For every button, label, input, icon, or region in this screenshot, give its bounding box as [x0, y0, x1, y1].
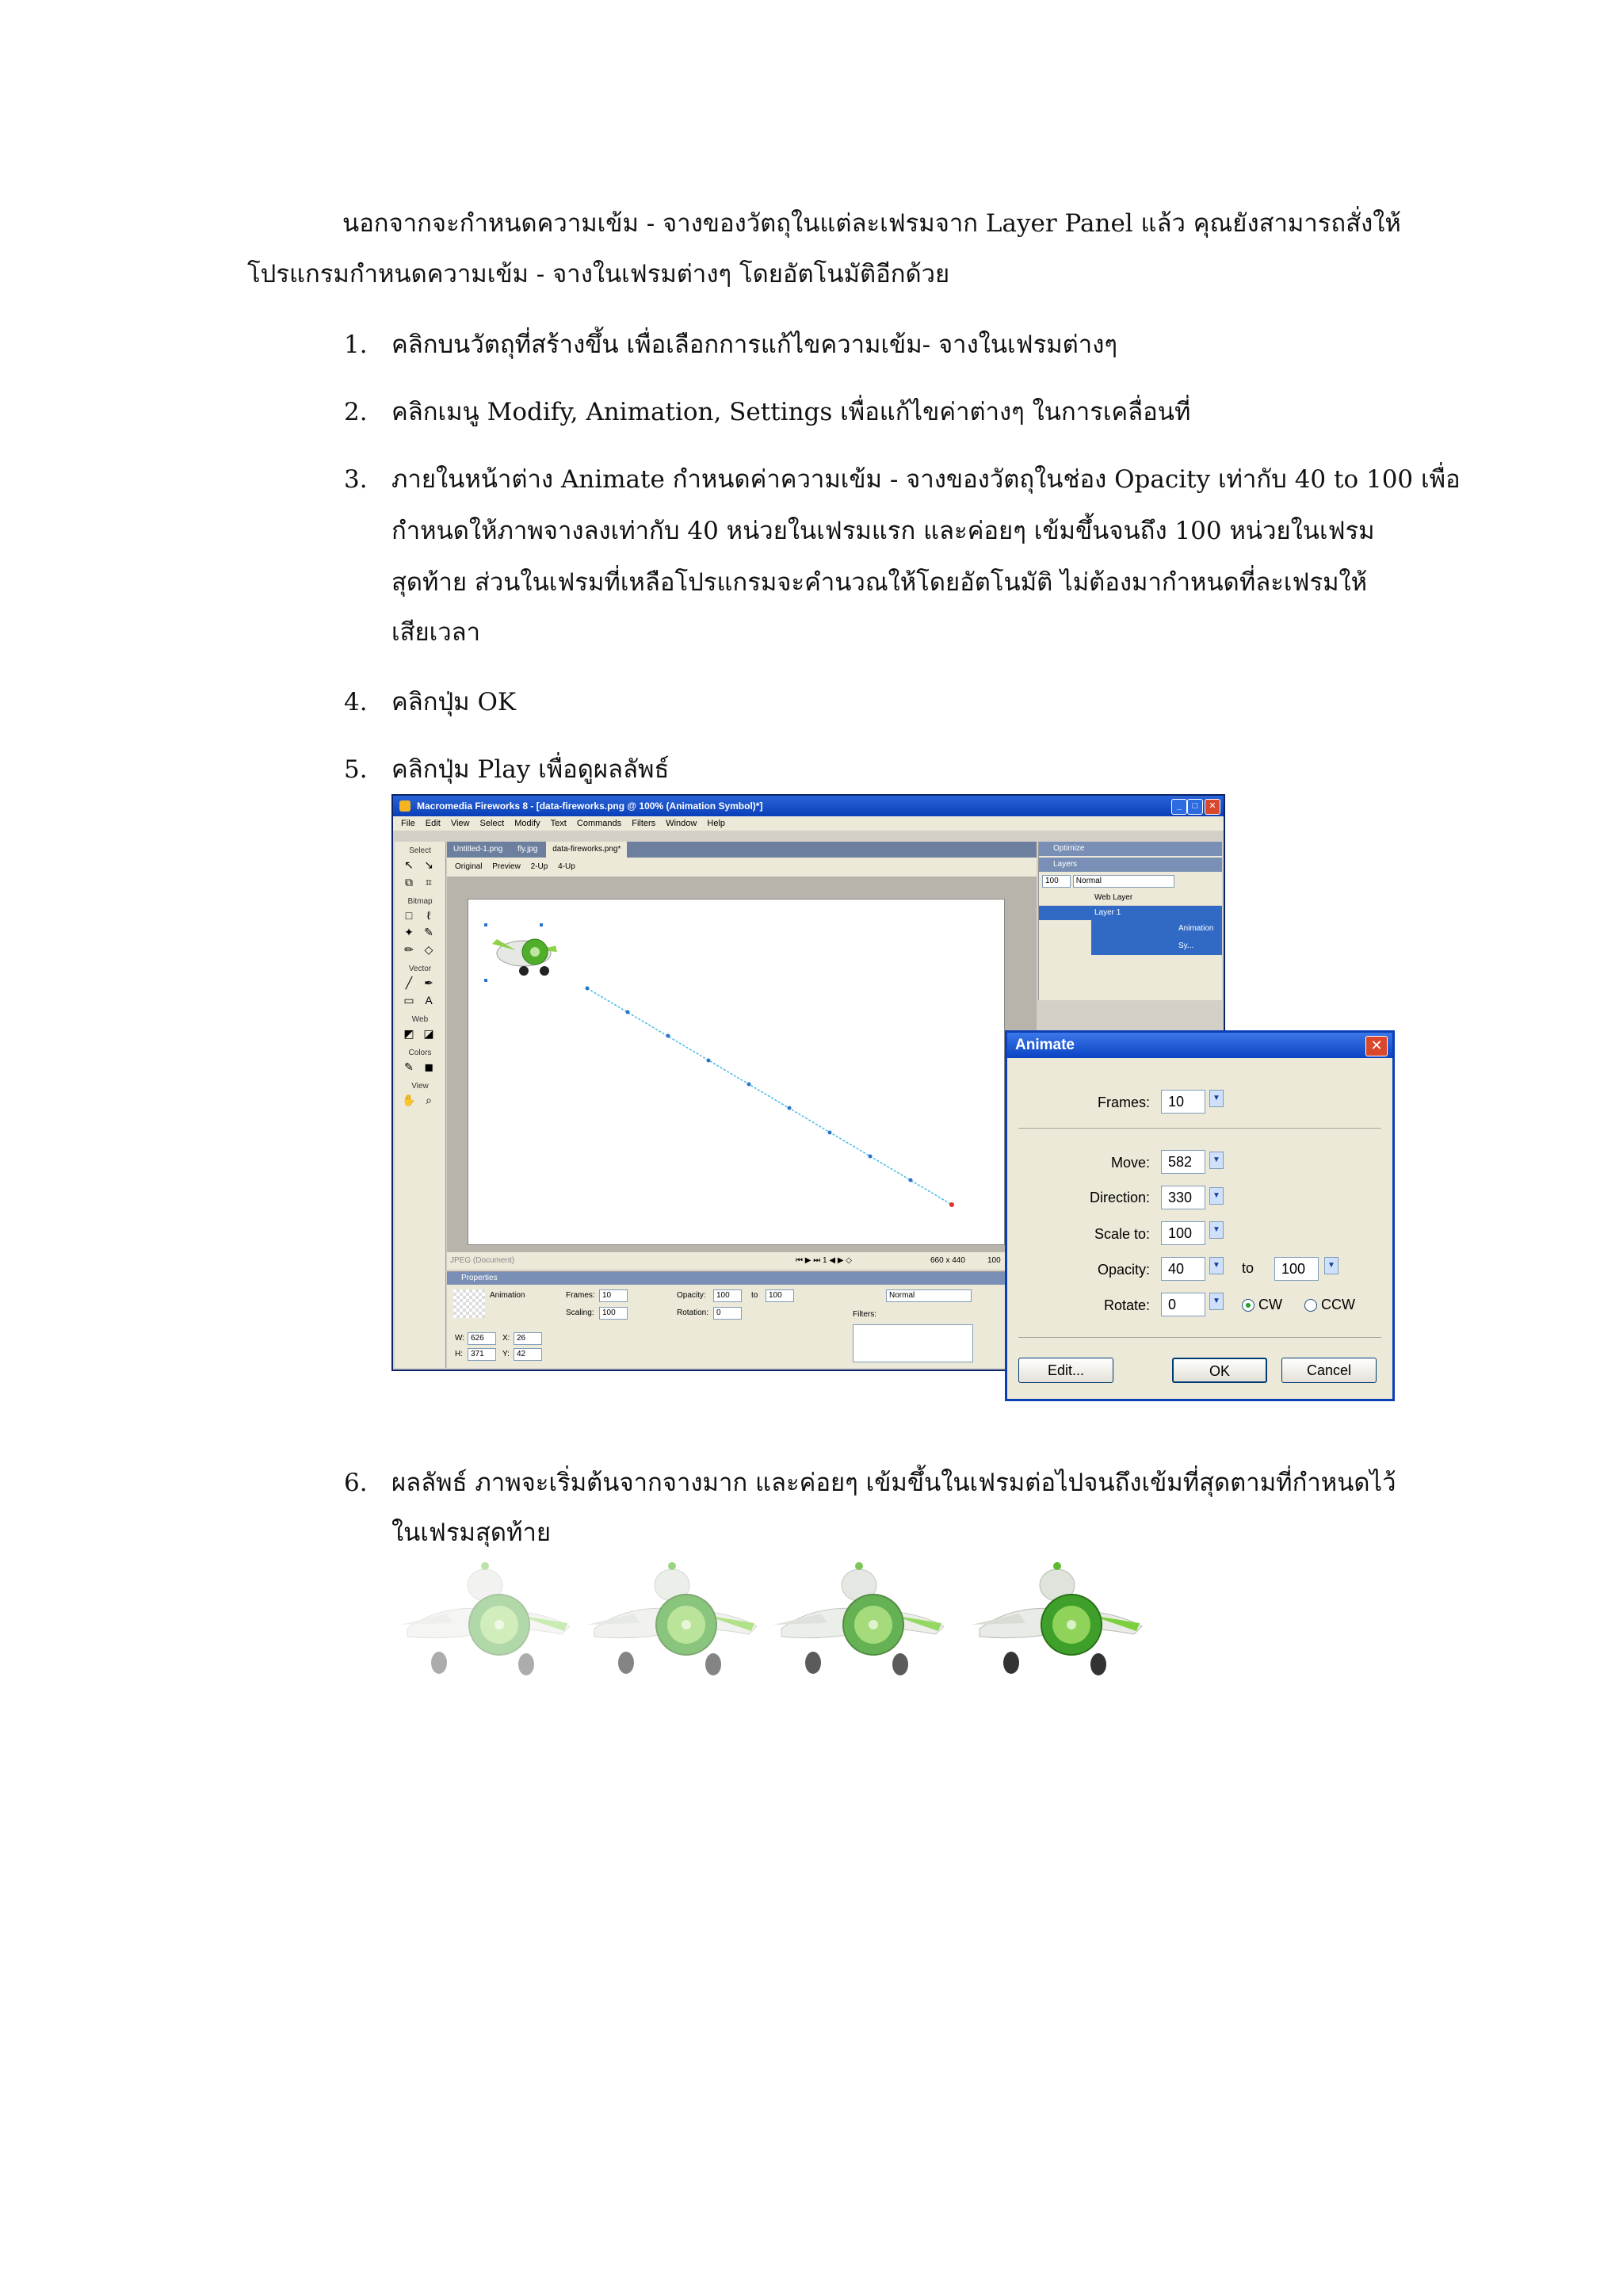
playback-controls[interactable]: ⏮ ▶ ⏭ 1 ◀ ▶ ◇: [796, 1256, 852, 1265]
layers-panel: [1038, 842, 1222, 1000]
properties-blend-select[interactable]: Normal: [886, 1289, 972, 1302]
preview-view-button[interactable]: Preview: [492, 862, 521, 871]
opacity-label: Opacity:: [1097, 1262, 1150, 1278]
h-field[interactable]: 371: [468, 1348, 496, 1361]
dialog-close-icon[interactable]: ✕: [1365, 1036, 1388, 1056]
step-3-line-4: เสียเวลา: [391, 618, 481, 647]
direction-field[interactable]: 330: [1161, 1186, 1205, 1209]
dialog-divider-top: [1018, 1128, 1381, 1129]
rectangle-tool-icon[interactable]: ▭: [403, 994, 414, 1007]
magic-wand-icon[interactable]: ✦: [404, 926, 414, 938]
properties-rotation-label: Rotation:: [677, 1308, 709, 1317]
tools-section-colors: Colors: [408, 1049, 432, 1057]
animation-path-graphic: [468, 900, 1004, 1244]
step-5-text: คลิกปุ่ม Play เพื่อดูผลลัพธ์: [391, 755, 670, 784]
layers-panel-header[interactable]: Layers: [1039, 858, 1222, 872]
step-3-line-2: กำหนดให้ภาพจางลงเท่ากับ 40 หน่วยในเฟรมแรก และค่อยๆ เข้มขึ้นจนถึง 100 หน่วยในเฟรม: [391, 517, 1375, 545]
rotate-dropdown-icon[interactable]: ▼: [1209, 1293, 1224, 1310]
app-title: Macromedia Fireworks 8 - [data-fireworks.png @ 100% (Animation Symbol)*]: [417, 800, 763, 812]
menu-bar: [393, 816, 1224, 831]
brush-tool-icon[interactable]: ✎: [424, 926, 433, 938]
fill-color-icon[interactable]: ◼: [424, 1060, 433, 1073]
step-4-text: คลิกปุ่ม OK: [391, 688, 517, 716]
pointer-tool-icon[interactable]: ↖: [404, 858, 414, 871]
properties-opacity-to[interactable]: 100: [766, 1289, 794, 1302]
move-dropdown-icon[interactable]: ▼: [1209, 1152, 1224, 1169]
step-3-number: 3.: [344, 465, 368, 494]
menu-file[interactable]: File: [401, 819, 415, 828]
properties-scaling-label: Scaling:: [566, 1308, 594, 1317]
edit-button[interactable]: Edit...: [1018, 1358, 1113, 1383]
result-frame-2: [579, 1561, 766, 1688]
minimize-button[interactable]: _: [1171, 799, 1187, 815]
layer-opacity-field[interactable]: 100: [1042, 875, 1071, 888]
view-mode-bar: [447, 858, 1037, 877]
rotate-label: Rotate:: [1103, 1297, 1150, 1313]
scale-tool-icon[interactable]: ⧉: [405, 876, 413, 888]
opacity-from-field[interactable]: 40: [1161, 1257, 1205, 1281]
animate-dialog-title: Animate: [1007, 1033, 1392, 1058]
frames-label: Frames:: [1097, 1095, 1150, 1110]
opacity-from-dropdown-icon[interactable]: ▼: [1209, 1257, 1224, 1274]
w-field[interactable]: 626: [468, 1332, 496, 1345]
lasso-tool-icon[interactable]: ℓ: [426, 909, 431, 922]
maximize-button[interactable]: □: [1187, 799, 1203, 815]
scale-field[interactable]: 100: [1161, 1221, 1205, 1245]
pencil-tool-icon[interactable]: ✏: [404, 943, 414, 956]
eraser-tool-icon[interactable]: ◇: [424, 943, 433, 956]
hotspot-tool-icon[interactable]: ◩: [403, 1027, 414, 1040]
web-layer-row[interactable]: Web Layer: [1039, 891, 1222, 906]
hand-tool-icon[interactable]: ✋: [402, 1094, 416, 1106]
properties-panel: [447, 1271, 1037, 1368]
properties-header[interactable]: Properties: [447, 1272, 1037, 1285]
step-1-number: 1.: [344, 330, 368, 359]
opacity-to-field[interactable]: 100: [1274, 1257, 1319, 1281]
step-4-number: 4.: [344, 688, 368, 716]
opacity-to-dropdown-icon[interactable]: ▼: [1324, 1257, 1338, 1274]
layer-1-row[interactable]: Layer 1: [1039, 906, 1222, 920]
y-label: Y:: [502, 1350, 510, 1358]
intro-line-2: โปรแกรมกำหนดความเข้ม - จางในเฟรมต่างๆ โดยอัตโนมัติอีกด้วย: [247, 260, 950, 288]
optimize-panel-header[interactable]: Optimize: [1039, 842, 1222, 856]
document-tabs: [447, 842, 1037, 858]
result-frame-3: [766, 1561, 953, 1688]
filters-label: Filters:: [853, 1310, 876, 1319]
ccw-label: CCW: [1321, 1297, 1355, 1312]
tools-section-select: Select: [409, 846, 431, 855]
menu-text[interactable]: Text: [550, 819, 567, 828]
step-2-number: 2.: [344, 398, 368, 426]
status-document: JPEG (Document): [450, 1256, 515, 1265]
properties-frames-field[interactable]: 10: [599, 1289, 628, 1302]
status-size: 660 x 440: [930, 1256, 965, 1265]
step-5-number: 5.: [344, 755, 368, 784]
x-label: X:: [502, 1334, 510, 1343]
close-button[interactable]: ✕: [1205, 799, 1220, 815]
ccw-radio[interactable]: [1304, 1299, 1317, 1312]
move-label: Move:: [1110, 1155, 1150, 1171]
line-tool-icon[interactable]: ╱: [405, 976, 413, 989]
x-field[interactable]: 26: [514, 1332, 542, 1345]
dialog-divider-bottom: [1018, 1337, 1381, 1338]
frames-dropdown-icon[interactable]: ▼: [1209, 1090, 1224, 1107]
fireworks-app-icon: [399, 800, 411, 812]
menu-commands[interactable]: Commands: [576, 819, 622, 828]
tools-section-bitmap: Bitmap: [407, 897, 433, 906]
blend-mode-select[interactable]: Normal: [1073, 875, 1174, 888]
animate-dialog: [1005, 1030, 1395, 1401]
step-3-line-1: ภายในหน้าต่าง Animate กำหนดค่าความเข้ม - จางของวัตถุในช่อง Opacity เท่ากับ 40 to 100 เพื่อ: [391, 465, 1461, 494]
status-bar: [447, 1252, 1037, 1270]
scale-dropdown-icon[interactable]: ▼: [1209, 1221, 1224, 1239]
zoom-tool-icon[interactable]: ⌕: [426, 1094, 432, 1106]
step-2-text: คลิกเมนู Modify, Animation, Settings เพื่อแก้ไขค่าต่างๆ ในการเคลื่อนที่: [391, 398, 1191, 426]
w-label: W:: [455, 1334, 465, 1343]
result-frame-4: [964, 1561, 1151, 1688]
tab-data-fireworks[interactable]: data-fireworks.png*: [546, 842, 627, 858]
marquee-tool-icon[interactable]: □: [405, 909, 413, 922]
move-field[interactable]: 582: [1161, 1150, 1205, 1174]
intro-line-1: นอกจากจะกำหนดความเข้ม - จางของวัตถุในแต่ละเฟรมจาก Layer Panel แล้ว คุณยังสามารถสั่งให้: [342, 209, 1401, 238]
h-label: H:: [455, 1350, 463, 1358]
y-field[interactable]: 42: [514, 1348, 542, 1361]
symbol-name: Animation: [490, 1291, 525, 1300]
properties-frames-label: Frames:: [566, 1291, 595, 1300]
menu-view[interactable]: View: [450, 819, 470, 828]
document-canvas[interactable]: [468, 899, 1005, 1245]
menu-select[interactable]: Select: [479, 819, 505, 828]
pen-tool-icon[interactable]: ✒: [424, 976, 433, 989]
tools-panel: [395, 842, 446, 1368]
tools-section-web: Web: [411, 1015, 429, 1024]
subselect-tool-icon[interactable]: ↘: [424, 858, 433, 871]
tab-untitled[interactable]: Untitled-1.png: [453, 845, 503, 854]
direction-label: Direction:: [1089, 1190, 1150, 1205]
result-frame-1: [391, 1561, 579, 1688]
filters-list[interactable]: [853, 1324, 973, 1362]
properties-rotation-field[interactable]: 0: [713, 1307, 742, 1320]
animation-symbol-row[interactable]: Animation Sy...: [1091, 920, 1222, 955]
direction-dropdown-icon[interactable]: ▼: [1209, 1187, 1224, 1205]
frames-field[interactable]: 10: [1161, 1090, 1205, 1114]
properties-opacity-from[interactable]: 100: [713, 1289, 742, 1302]
tab-fly[interactable]: fly.jpg: [517, 845, 538, 854]
symbol-thumbnail: [453, 1289, 485, 1318]
cw-label: CW: [1258, 1297, 1282, 1312]
step-3-line-3: สุดท้าย ส่วนในเฟรมที่เหลือโปรแกรมจะคำนวณให้โดยอัตโนมัติ ไม่ต้องมากำหนดที่ละเฟรมให้: [391, 568, 1368, 597]
tools-section-view: View: [411, 1082, 429, 1091]
ok-button[interactable]: OK: [1172, 1358, 1267, 1383]
four-up-view-button[interactable]: 4-Up: [558, 862, 575, 871]
properties-to-label: to: [751, 1291, 758, 1300]
document-area: [447, 842, 1037, 1270]
menu-window[interactable]: Window: [666, 819, 697, 828]
rotate-field[interactable]: 0: [1161, 1293, 1205, 1316]
app-titlebar: [393, 796, 1224, 816]
cancel-button[interactable]: Cancel: [1281, 1358, 1377, 1383]
original-view-button[interactable]: Original: [455, 862, 483, 871]
cw-radio[interactable]: [1242, 1299, 1254, 1312]
menu-filters[interactable]: Filters: [632, 819, 656, 828]
properties-opacity-label: Opacity:: [677, 1291, 706, 1300]
scale-label: Scale to:: [1094, 1226, 1150, 1242]
stroke-color-icon[interactable]: ✎: [404, 1060, 414, 1073]
slice-tool-icon[interactable]: ◪: [423, 1027, 434, 1040]
opacity-to-label: to: [1242, 1260, 1254, 1276]
step-1-text: คลิกบนวัตถุที่สร้างขึ้น เพื่อเลือกการแก้ไขความเข้ม- จางในเฟรมต่างๆ: [391, 330, 1117, 359]
step-6-line-1: ผลลัพธ์ ภาพจะเริ่มต้นจากจางมาก และค่อยๆ เข้มขึ้นในเฟรมต่อไปจนถึงเข้มที่สุดตามที่กำหนดไว้: [391, 1469, 1396, 1497]
menu-modify[interactable]: Modify: [514, 819, 540, 828]
step-6-number: 6.: [344, 1469, 368, 1497]
step-6-line-2: ในเฟรมสุดท้าย: [391, 1519, 552, 1547]
tools-section-vector: Vector: [408, 965, 432, 973]
crop-tool-icon[interactable]: ⌗: [426, 876, 432, 888]
menu-help[interactable]: Help: [707, 819, 726, 828]
airplane-symbol: [492, 939, 557, 976]
properties-scaling-field[interactable]: 100: [599, 1307, 628, 1320]
two-up-view-button[interactable]: 2-Up: [530, 862, 548, 871]
text-tool-icon[interactable]: A: [425, 994, 433, 1007]
status-zoom: 100: [987, 1256, 1001, 1265]
menu-edit[interactable]: Edit: [425, 819, 441, 828]
